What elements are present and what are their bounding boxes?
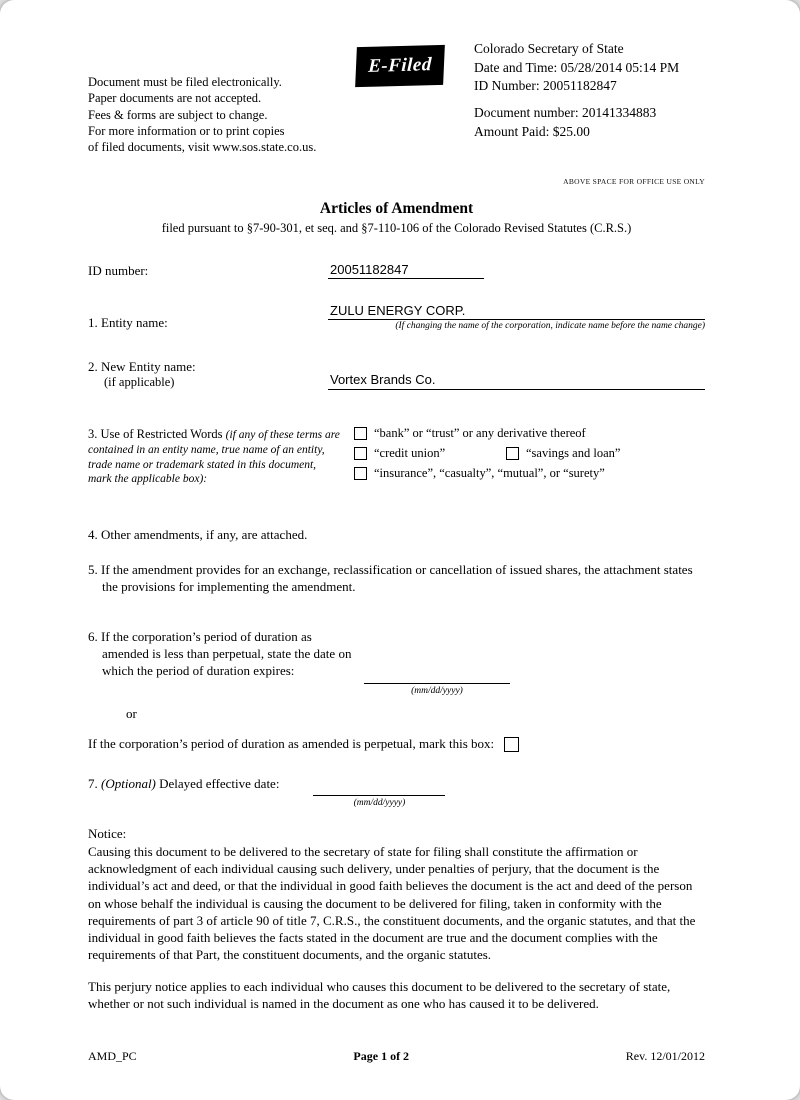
insurance-label: “insurance”, “casualty”, “mutual”, or “surety” [374,466,605,481]
document-number: Document number: 20141334883 [474,104,657,120]
spacer [474,96,679,104]
new-entity-sublabel: (if applicable) [104,375,175,390]
bank-trust-checkbox [354,427,367,440]
item7-rest: Delayed effective date: [155,776,280,792]
restricted-words-title: 3. Use of Restricted Words [88,427,226,442]
instruction-line: Fees & forms are subject to change. [88,107,268,122]
efiled-stamp-icon: E-Filed [355,45,445,87]
perpetual-checkbox [504,737,519,752]
new-entity-value: Vortex Brands Co. [328,372,705,390]
instruction-line: of filed documents, visit www.sos.state.co.us. [88,140,317,154]
instruction-line: Paper documents are not accepted. [88,91,262,106]
duration-date-line [364,669,510,684]
office-use-block [474,40,679,141]
id-number-value: 20051182847 [328,262,484,279]
delayed-date-line [313,781,445,796]
item7-number: 7. [88,776,101,792]
other-amendments-text: 4. Other amendments, if any, are attached. [88,527,308,543]
instruction-line: Document must be filed electronically. [88,75,282,89]
savings-loan-checkbox [506,447,519,460]
revision-date: Rev. 12/01/2012 [625,1049,705,1063]
instruction-line: For more information or to print copies [88,123,285,138]
perpetual-row [88,736,705,752]
restricted-words-options [340,426,705,487]
notice-paragraph-1: Causing this document to be delivered to the secretary of state for filing shall constitute the affirmation or acknowledgment of each individual causing such delivery, under penalties of perjury, that the document is the individual’s act and deed, or that the individual in good faith believes the document is the act and deed of the person on whose behalf the individual is causing the document to be delivered for filing, taken in conformity with the requirements of part 3 of article 90 of title 7, C.R.S., the constituent documents, and the organic statutes, and that the individual in good faith believes the facts stated in the document are true and the document complies with the requirements of that Part, the constituent documents, and the organic statutes. [88,844,696,963]
new-entity-label-block [88,359,328,390]
restricted-words-label [88,426,340,487]
insurance-checkbox [354,467,367,480]
delayed-date-field [313,781,445,808]
document-header [88,40,705,155]
sos-name: Colorado Secretary of State [474,41,624,56]
delayed-date-hint: (mm/dd/yyyy) [353,798,406,809]
document-footer [88,1049,705,1064]
entity-name-value: ZULU ENERGY CORP. [328,303,705,320]
notice-paragraph-2: This perjury notice applies to each individual who causes this document to be delivered to the secretary of state, whether or not such individual is named in the document as one who has caused it to be delivered. [88,979,671,1012]
credit-union-checkbox [354,447,367,460]
entity-name-row [88,303,705,331]
notice-heading: Notice: [88,826,127,842]
id-number-label: ID number: [88,263,149,279]
exchange-reclassification-text: 5. If the amendment provides for an exchange, reclassification or cancellation of issued shares, the attachment states the provisions for implementing the amendment. [88,562,693,595]
filing-instructions [88,74,350,155]
duration-section [88,629,705,697]
checkbox-row [354,466,705,481]
credit-union-label: “credit union” [374,446,446,461]
item7-optional: (Optional) [101,776,156,792]
restricted-words-title-italic: (if any of these terms are contained in an entity name, true name of an entity, trade name or trademark stated in this document, mark the applicable box): [88,429,340,486]
id-number-row [88,262,705,279]
perpetual-label: If the corporation’s period of duration as amended is perpetual, mark this box: [88,736,495,752]
duration-label: 6. If the corporation’s period of duration as amended is less than perpetual, state the date on which the period of duration expires: [88,629,352,679]
filing-id-number: ID Number: 20051182847 [474,78,617,94]
page-number: Page 1 of 2 [353,1049,410,1063]
document-title: Articles of Amendment [319,200,474,218]
checkbox-row [354,426,705,441]
document-subtitle: filed pursuant to §7-90-301, et seq. and §7-110-106 of the Colorado Revised Statutes (C.R.S.) [161,221,632,236]
form-code: AMD_PC [88,1049,137,1063]
entity-name-label: 1. Entity name: [88,315,168,331]
duration-date-hint: (mm/dd/yyyy) [411,686,463,697]
delayed-effective-date-label [88,776,279,792]
office-use-note: ABOVE SPACE FOR OFFICE USE ONLY [563,177,705,187]
amount-paid: Amount Paid: $25.00 [474,123,590,139]
savings-loan-label: “savings and loan” [526,446,621,461]
entity-name-note: (If changing the name of the corporation, indicate name before the name change) [395,321,705,332]
or-text: or [126,706,137,722]
checkbox-row [354,446,705,461]
bank-trust-label: “bank” or “trust” or any derivative thereof [374,426,586,441]
new-entity-name-row [88,359,705,390]
restricted-words-section [88,426,705,487]
filing-datetime: Date and Time: 05/28/2014 05:14 PM [474,59,680,75]
new-entity-label: 2. New Entity name: [88,359,196,375]
delayed-effective-date-section [88,776,705,809]
efiled-stamp-area [352,46,448,86]
duration-date-field [364,669,510,696]
